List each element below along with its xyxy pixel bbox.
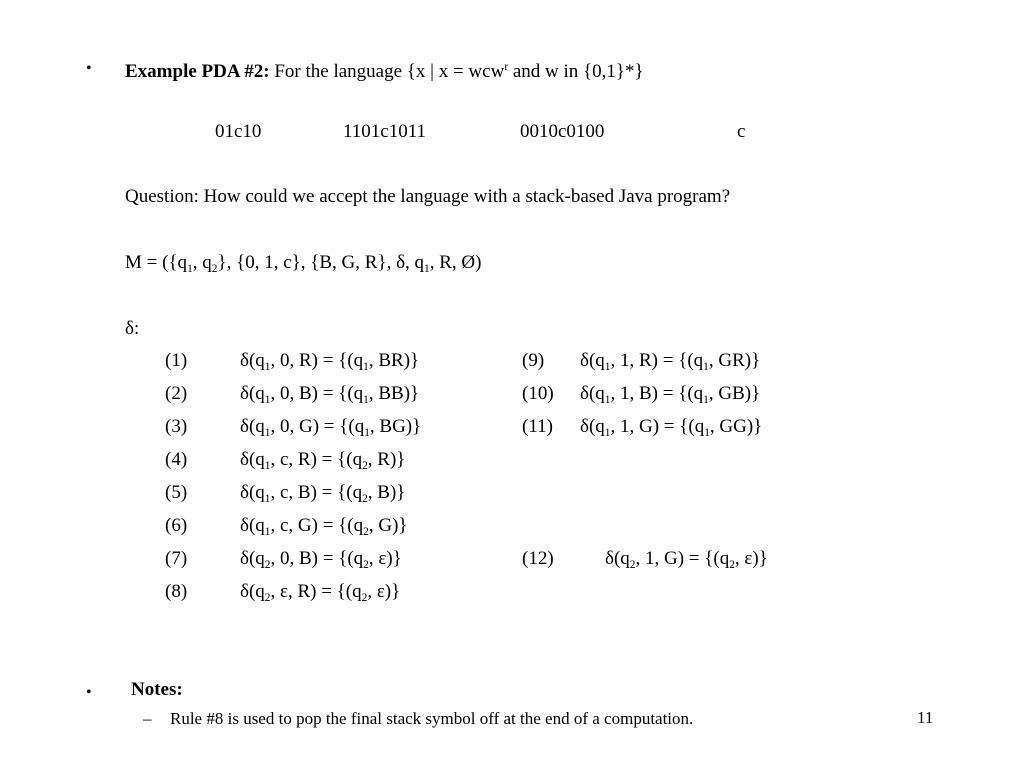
rule-7: $\delta(q_2$, 0, $B) = \{(q_2$, ε)} xyxy=(240,548,402,571)
machine-sub-3: 1 xyxy=(424,263,430,275)
rule-5-num: (5) xyxy=(165,482,188,503)
example-string-1: 01c10 xyxy=(215,121,262,142)
rule-4-num: (4) xyxy=(165,449,188,470)
example-string-4: c xyxy=(737,121,746,142)
example-line xyxy=(125,56,644,83)
machine-mid-2: }, {0, 1, c}, {B, G, R}, δ, q xyxy=(217,252,425,273)
rule-6: $\delta(q_1$, c, $G) = \{(q_2$, G)} xyxy=(240,515,408,538)
rule-11: $\delta(q_1$, 1, $G) = \{(q_1$, GG)} xyxy=(580,416,763,439)
machine-prefix: M = ({q xyxy=(125,252,188,273)
machine-sub-1: 1 xyxy=(187,263,193,275)
example-sup: r xyxy=(504,61,509,73)
rule-1-num: (1) xyxy=(165,350,188,371)
question-text: Question: How could we accept the language with a stack-based Java program? xyxy=(125,186,731,207)
rule-9-num: (9) xyxy=(522,350,545,371)
rule-2-num: (2) xyxy=(165,383,188,404)
machine-mid-1: , q xyxy=(192,252,212,273)
example-post: and w in {0,1}*} xyxy=(508,61,644,82)
example-string-2: 1101c1011 xyxy=(343,121,427,142)
delta-label: δ: xyxy=(125,318,140,339)
rule-5: $\delta(q_1$, c, $B) = \{(q_2$, B)} xyxy=(240,482,406,505)
slide-number: 11 xyxy=(917,708,934,727)
rule-8: $\delta(q_2$, ε, $R) = \{(q_2$, ε)} xyxy=(240,581,401,604)
rule-12-num: (12) xyxy=(522,548,554,569)
rule-1: $\delta(q_1$, 0, $R) = \{(q_1$, BR)} xyxy=(240,350,420,373)
rule-4: $\delta(q_1$, c, $R) = \{(q_2$, R)} xyxy=(240,449,406,472)
rule-9: $\delta(q_1$, 1, $R) = \{(q_1$, GR)} xyxy=(580,350,761,373)
example-heading: Example PDA #2: xyxy=(125,61,270,82)
bullet-2: • xyxy=(86,684,92,701)
rule-3: $\delta(q_1$, 0, $G) = \{(q_1$, BG)} xyxy=(240,416,422,439)
rule-10: $\delta(q_1$, 1, $B) = \{(q_1$, GB)} xyxy=(580,383,761,406)
rule-3-num: (3) xyxy=(165,416,188,437)
machine-suffix: , R, Ø) xyxy=(429,252,482,273)
notes-heading: Notes: xyxy=(131,679,183,700)
rule-2: $\delta(q_1$, 0, $B) = \{(q_1$, BB)} xyxy=(240,383,420,406)
example-pre: For the language {x | x = wcw xyxy=(274,61,505,82)
rule-7-num: (7) xyxy=(165,548,188,569)
notes-item-1: Rule #8 is used to pop the final stack symbol off at the end of a computation. xyxy=(170,709,694,728)
machine-sub-2: 2 xyxy=(211,263,218,275)
rule-11-num: (11) xyxy=(522,416,553,437)
rule-8-num: (8) xyxy=(165,581,188,602)
example-string-3: 0010c0100 xyxy=(520,121,605,142)
machine-definition xyxy=(125,252,481,280)
bullet-1: • xyxy=(86,60,92,77)
rule-12: $\delta(q_2$, 1, $G) = \{(q_2$, ε)} xyxy=(605,548,768,571)
rule-10-num: (10) xyxy=(522,383,554,404)
rule-6-num: (6) xyxy=(165,515,188,536)
notes-dash: – xyxy=(143,709,152,728)
